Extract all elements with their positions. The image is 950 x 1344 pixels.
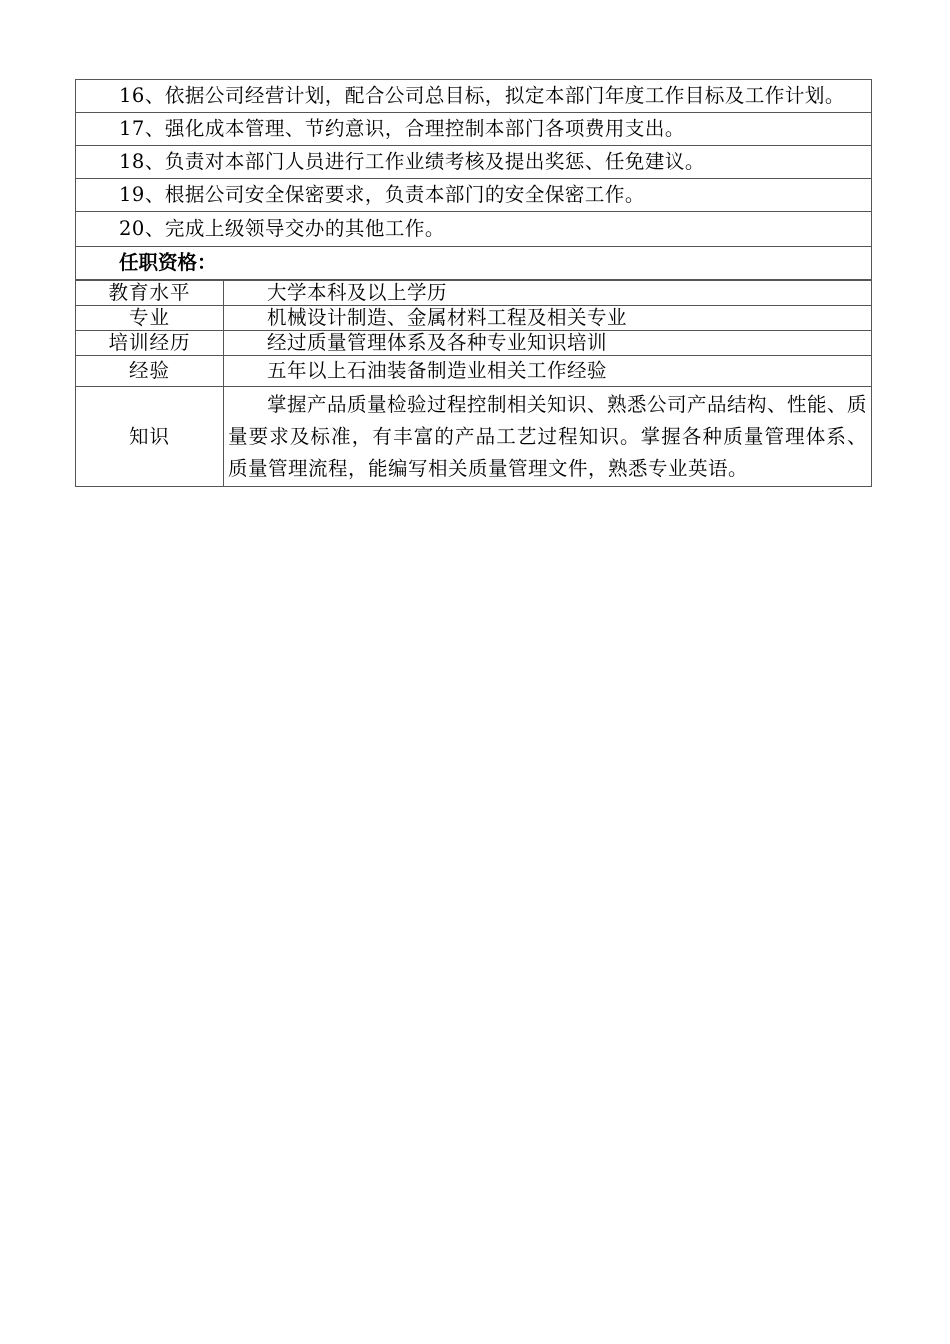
responsibilities-table bbox=[75, 79, 872, 280]
qualifications-heading-row bbox=[76, 247, 872, 280]
responsibility-item-16: 16、依据公司经营计划，配合公司总目标，拟定本部门年度工作目标及工作计划。 bbox=[76, 80, 872, 113]
qualification-row-major bbox=[76, 306, 872, 331]
responsibility-item-18: 18、负责对本部门人员进行工作业绩考核及提出奖惩、任免建议。 bbox=[76, 146, 872, 179]
major-label: 专业 bbox=[76, 306, 224, 331]
responsibility-row bbox=[76, 80, 872, 113]
qualifications-table bbox=[75, 280, 872, 487]
qualification-row-experience bbox=[76, 356, 872, 387]
knowledge-value: 掌握产品质量检验过程控制相关知识、熟悉公司产品结构、性能、质量要求及标准，有丰富的产品工艺过程知识。掌握各种质量管理体系、质量管理流程，能编写相关质量管理文件，熟悉专业英语。 bbox=[224, 387, 872, 487]
training-value: 经过质量管理体系及各种专业知识培训 bbox=[224, 331, 872, 356]
qualification-row-knowledge bbox=[76, 387, 872, 487]
experience-value: 五年以上石油装备制造业相关工作经验 bbox=[224, 356, 872, 387]
education-label: 教育水平 bbox=[76, 281, 224, 306]
responsibility-row bbox=[76, 212, 872, 247]
qualification-row-training bbox=[76, 331, 872, 356]
responsibility-item-17: 17、强化成本管理、节约意识，合理控制本部门各项费用支出。 bbox=[76, 113, 872, 146]
experience-label: 经验 bbox=[76, 356, 224, 387]
qualifications-heading: 任职资格： bbox=[76, 247, 872, 280]
major-value: 机械设计制造、金属材料工程及相关专业 bbox=[224, 306, 872, 331]
training-label: 培训经历 bbox=[76, 331, 224, 356]
qualification-row-education bbox=[76, 281, 872, 306]
education-value: 大学本科及以上学历 bbox=[224, 281, 872, 306]
knowledge-label: 知识 bbox=[76, 387, 224, 487]
responsibility-item-19: 19、根据公司安全保密要求，负责本部门的安全保密工作。 bbox=[76, 179, 872, 212]
responsibility-row bbox=[76, 146, 872, 179]
job-description-sheet bbox=[75, 79, 872, 487]
responsibility-item-20: 20、完成上级领导交办的其他工作。 bbox=[76, 212, 872, 247]
responsibility-row bbox=[76, 179, 872, 212]
responsibility-row bbox=[76, 113, 872, 146]
